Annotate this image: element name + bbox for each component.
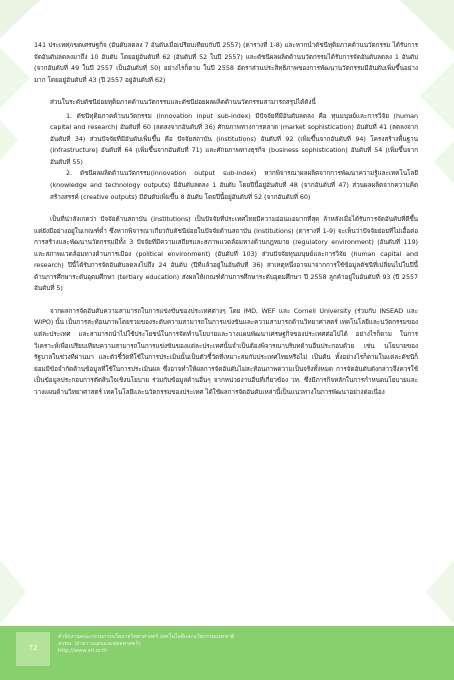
paragraph-intro: 141 ประเทศ/เขตเศรษฐกิจ (อันดับลดลง 7 อันดับเมื่อเปรียบเทียบกับปี 2557) (ตารางที่ 1-8) และหากนำดัชนีทุติยภาคด้านนวัตกรรม ได้รับการจัดอันดับลดลงมาถึง 10 อันดับ โดยอยู่อันดับที่ 62 (อันดับที่ 52 ในปี 2557) และดัชนีผลผลิตด้านนวัตกรรมได้รับการจัดอันดับลดลง 1 อันดับ (จากอันดับที่ 49 ในปี 2557 เป็นอันดับที่ 50) อย่างไรก็ตาม ในปี 2558 อัตราส่วนประสิทธิภาพของการพัฒนานวัตกรรมมีอันดับเพิ่มขึ้นอย่างมาก โดยอยู่อันดับที่ 43 (ปี 2557 อยู่อันดับที่ 62) <box>34 41 418 84</box>
paragraph-conclusion: จากผลการจัดอันดับความสามารถในการแข่งขันของประเทศต่างๆ โดย IMD, WEF และ Cornell University (ร่วมกับ INSEAD และ WIPO) นั้น เป็นการสะท้อนภาพโดยรวมของระดับความสามารถในการแข่งขันและความสามารถด้านวิทยาศาสตร์ เทคโนโลยีและนวัตกรรมของแต่ละประเทศ และสามารถนำไปใช้ประโยชน์ในการจัดทำนโยบายและวางแผนพัฒนาเศรษฐกิจของประเทศต่อไปได้ อย่างไรก็ตาม ในการวิเคราะห์เพื่อเปรียบเทียบความสามารถในการแข่งขันของแต่ละประเทศนั้นจำเป็นต้องพิจารณาบริบทด้านอื่นประกอบด้วย เช่น นโยบายของรัฐบาลในช่วงที่ผ่านมา และตัวชี้วัดที่ใช้ในการประเมินนั้นเป็นตัวชี้วัดที่เหมาะสมกับประเทศไทยหรือไม่ เป็นต้น ทั้งอย่างไรก็ตามในแต่ละดัชนีก็ย่อมมีข้อจำกัดด้านข้อมูลที่ใช้ในการประเมินผล ซึ่งอาจทำให้ผลการจัดอันดับไม่สะท้อนภาพความเป็นจริงทั้งหมด การจัดอันดับดังกล่าวจึงควรใช้เป็นข้อมูลประกอบการตัดสินใจเชิงนโยบาย ร่วมกับข้อมูลด้านอื่นๆ จากหน่วยงานอื่นที่เกี่ยวข้อง วท. ซึ่งมีภารกิจหลักในการกำหนดนโยบายและวางแผนด้านวิทยาศาสตร์ เทคโนโลยีและนวัตกรรมของประเทศ ได้ใช้ผลการจัดอันดับเหล่านี้เป็นแนวทางในการพัฒนาอย่างต่อเนื่อง <box>34 306 418 396</box>
triangle-decoration <box>426 560 454 624</box>
triangle-decoration <box>0 0 40 38</box>
list-item-input-subindex: 1. ดัชนีทุติยภาคด้านนวัตกรรม (innovation input sub-index) มีปัจจัยที่มีอันดับลดลง คือ ทุนมนุษย์และการวิจัย (human capital and research) อันดับที่ 60 (ลดลงจากอันดับที่ 36) ศักยภาพทางการตลาด (market sophistication) อันดับที่ 41 (ลดลงจากอันดับที่ 34) ส่วนปัจจัยที่มีอันดับเพิ่มขึ้น คือ ปัจจัยสถาบัน (institutions) อันดับที่ 92 (เพิ่มขึ้นจากอันดับที่ 94) โครงสร้างพื้นฐาน (infrastructure) อันดับที่ 64 (เพิ่มขึ้นจากอันดับที่ 71) และศักยภาพทางธุรกิจ (business sophistication) อันดับที่ 54 (เพิ่มขึ้นจากอันดับที่ 55) <box>50 111 418 166</box>
paragraph-summary-lead: ส่วนในระดับดัชนีย่อยทุติยภาคด้านนวัตกรรมและดัชนีย่อยผลผลิตด้านนวัตกรรมสามารถสรุปได้ดังนี้ <box>50 98 316 107</box>
footer-link-website[interactable]: http://www.sti.or.th <box>58 648 108 655</box>
triangle-decoration <box>434 140 454 184</box>
document-body <box>34 40 418 400</box>
triangle-decoration <box>0 48 30 108</box>
page-number-box <box>16 632 50 666</box>
page-number: 72 <box>28 644 38 652</box>
page-footer <box>0 626 454 680</box>
footer-line-organization: สำนักงานคณะกรรมการนโยบายวิทยาศาสตร์ เทคโนโลยีและนวัตกรรมแห่งชาติ <box>58 634 235 640</box>
triangle-decoration <box>420 62 454 130</box>
list-item-output-subindex: 2. ดัชนีผลผลิตด้านนวัตกรรม(innovation output sub-index) หากพิจารณาผลผลิตจากการพัฒนาความรู้และเทคโนโลยี (knowledge and technology outputs) มีอันดับลดลง 1 อันดับ โดยปีนี้อยู่อันดับที่ 48 (จากอันดับที่ 47) ส่วนผลผลิตจากความคิดสร้างสรรค์ (creative outputs) มีอันดับเพิ่มขึ้น 8 อันดับ โดยปีนี้อยู่อันดับที่ 52 (จากอันดับที่ 60) <box>50 169 418 201</box>
triangle-decoration <box>0 120 18 160</box>
triangle-decoration <box>0 560 26 624</box>
paragraph-institutions: เป็นที่น่าสังเกตว่า ปัจจัยด้านสถาบัน (institutions) เป็นปัจจัยที่ประเทศไทยมีความอ่อนแอมากที่สุด ล้าหลังเมื่อได้รับการจัดอันดับที่ดีขึ้น แต่ยังมีอย่างอยู่ในเกณฑ์ต่ำ ซึ่งหากพิจารณาเกี่ยวกับดัชนีย่อยในปัจจัยด้านสถาบัน (institutions) (ตารางที่ 1-9) จะเห็นว่าปัจจัยย่อยที่ไม่เอื้อต่อการสร้างและพัฒนานวัตกรรมมีทั้ง 3 ปัจจัยที่มีความเสถียรและสภาพแวดล้อมทางด้านกฎหมาย (regulatory environment) (อันดับที่ 119) และสภาพแวดล้อมทางด้านการเมือง (political environment) (อันดับที่ 103) ส่วนปัจจัยทุนมนุษย์และการวิจัย (human capital and research) ปีนี้ได้รับการจัดอันดับลดลงไปถึง 24 อันดับ (ปีที่แล้วอยู่ในอันดับที่ 36) สาเหตุหนึ่งอาจมาจากการใช้ข้อมูลดัชนีที่เปลี่ยนไปในปีนี้ ด้านการศึกษาระดับอุดมศึกษา (tertiary education) ส่งผลให้เกณฑ์ด้านการศึกษาระดับอุดมศึกษา ปี 2558 ลูกค้าอยู่ในอันดับที่ 93 (ปี 2557 อันดับที่ 5) <box>34 215 418 293</box>
footer-line-department: สวทน. (ฝ่ายวางแผนและยุทธศาสตร์) <box>58 641 141 648</box>
footer-text <box>58 634 418 656</box>
